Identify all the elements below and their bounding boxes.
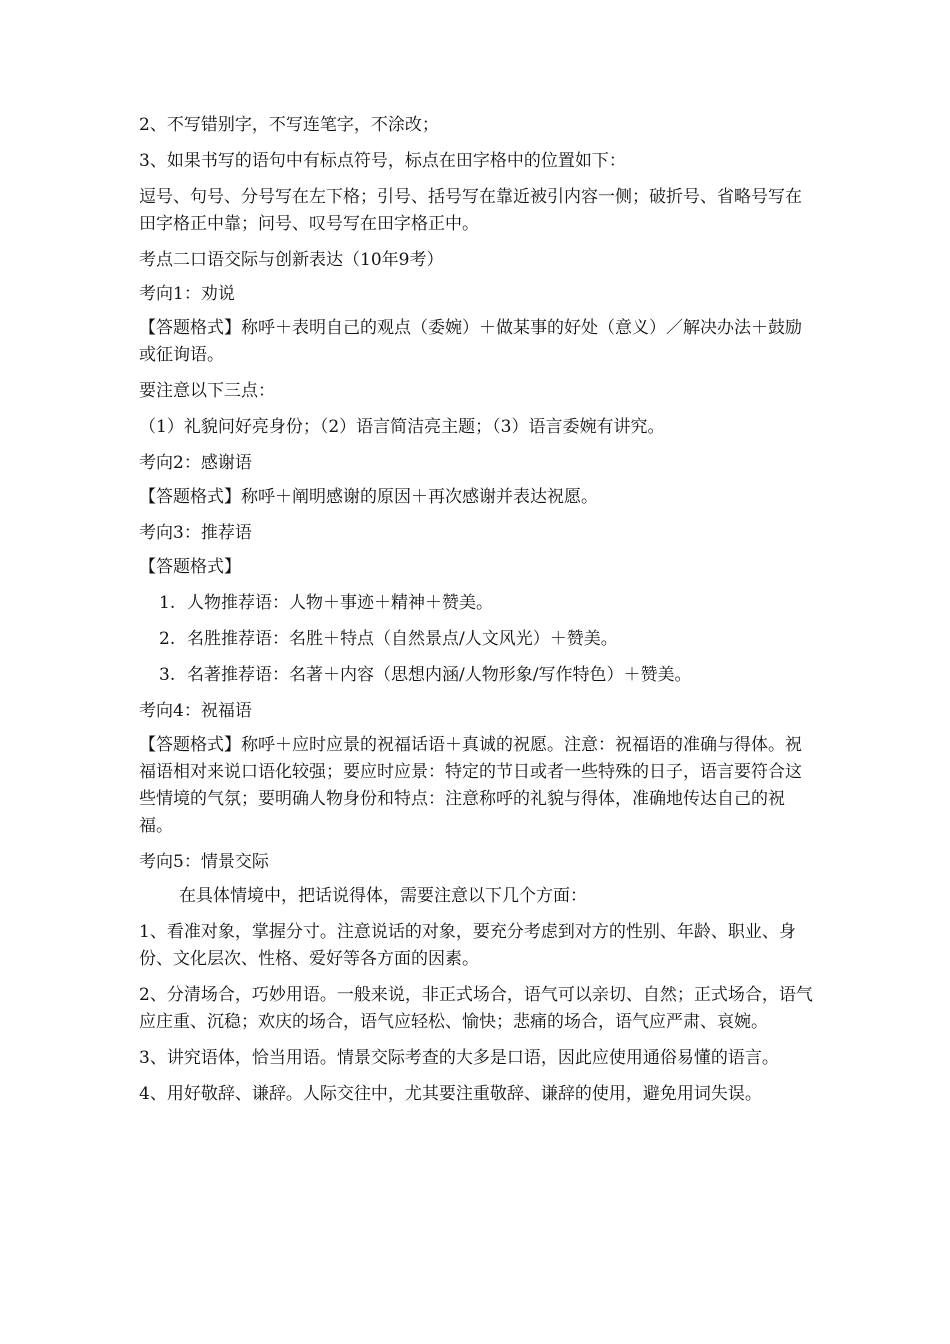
situational-intro: 在具体情境中，把话说得体，需要注意以下几个方面：	[179, 886, 587, 906]
list-item	[159, 662, 815, 689]
point-audience: 1、看准对象，掌握分寸。注意说话的对象，要充分考虑到对方的性别、年龄、职业、身份、文化层次、性格、爱好等各方面的因素。	[139, 922, 796, 969]
persuasion-answer-format: 【答题格式】称呼＋表明自己的观点（委婉）＋做某事的好处（意义）／解决办法＋鼓励或征询语。	[139, 318, 802, 365]
list-item-number: 1.	[159, 593, 176, 613]
list-item-number: 3.	[159, 665, 176, 685]
document-page	[139, 112, 815, 1117]
three-points: （1）礼貌问好亮身份；（2）语言简洁亮主题；（3）语言委婉有讲究。	[139, 417, 665, 437]
topic-blessing: 考向4：祝福语	[139, 701, 252, 721]
rule-no-typos: 2、不写错别字，不写连笔字，不涂改；	[139, 115, 439, 135]
punctuation-positions: 逗号、句号、分号写在左下格；引号、括号写在靠近被引内容一侧；破折号、省略号写在田字格正中靠；问号、叹号写在田字格正中。	[139, 187, 802, 234]
thanks-answer-format: 【答题格式】称呼＋阐明感谢的原因＋再次感谢并表达祝愿。	[139, 487, 598, 507]
blessing-answer-format: 【答题格式】称呼＋应时应景的祝福话语＋真诚的祝愿。注意：祝福语的准确与得体。祝福语相对来说口语化较强；要应时应景：特定的节日或者一些特殊的日子，语言要符合这些情境的气氛；要明确人物身份和特点：注意称呼的礼貌与得体，准确地传达自己的祝福。	[139, 735, 802, 836]
list-item-text: 人物推荐语：人物＋事迹＋精神＋赞美。	[187, 593, 493, 613]
list-item	[159, 626, 815, 653]
list-item-text: 名著推荐语：名著＋内容（思想内涵/人物形象/写作特色）＋赞美。	[187, 665, 692, 685]
rule-punctuation: 3、如果书写的语句中有标点符号，标点在田字格中的位置如下：	[139, 151, 626, 171]
section-heading-oral-communication: 考点二口语交际与创新表达（10年9考）	[139, 250, 444, 270]
topic-situational-communication: 考向5：情景交际	[139, 852, 269, 872]
point-honorifics: 4、用好敬辞、谦辞。人际交往中，尤其要注重敬辞、谦辞的使用，避免用词失误。	[139, 1084, 762, 1104]
topic-thanks: 考向2：感谢语	[139, 453, 252, 473]
point-occasion: 2、分清场合，巧妙用语。一般来说，非正式场合，语气可以亲切、自然；正式场合，语气应庄重、沉稳；欢庆的场合，语气应轻松、愉快；悲痛的场合，语气应严肃、哀婉。	[139, 985, 813, 1032]
topic-recommendation: 考向3：推荐语	[139, 523, 252, 543]
three-points-intro: 要注意以下三点：	[139, 381, 275, 401]
list-item	[159, 590, 815, 617]
recommendation-answer-format: 【答题格式】	[139, 557, 241, 577]
topic-persuasion: 考向1：劝说	[139, 284, 235, 304]
list-item-text: 名胜推荐语：名胜＋特点（自然景点/人文风光）＋赞美。	[187, 629, 618, 649]
list-item-number: 2.	[159, 629, 176, 649]
point-register: 3、讲究语体，恰当用语。情景交际考查的大多是口语，因此应使用通俗易懂的语言。	[139, 1048, 779, 1068]
